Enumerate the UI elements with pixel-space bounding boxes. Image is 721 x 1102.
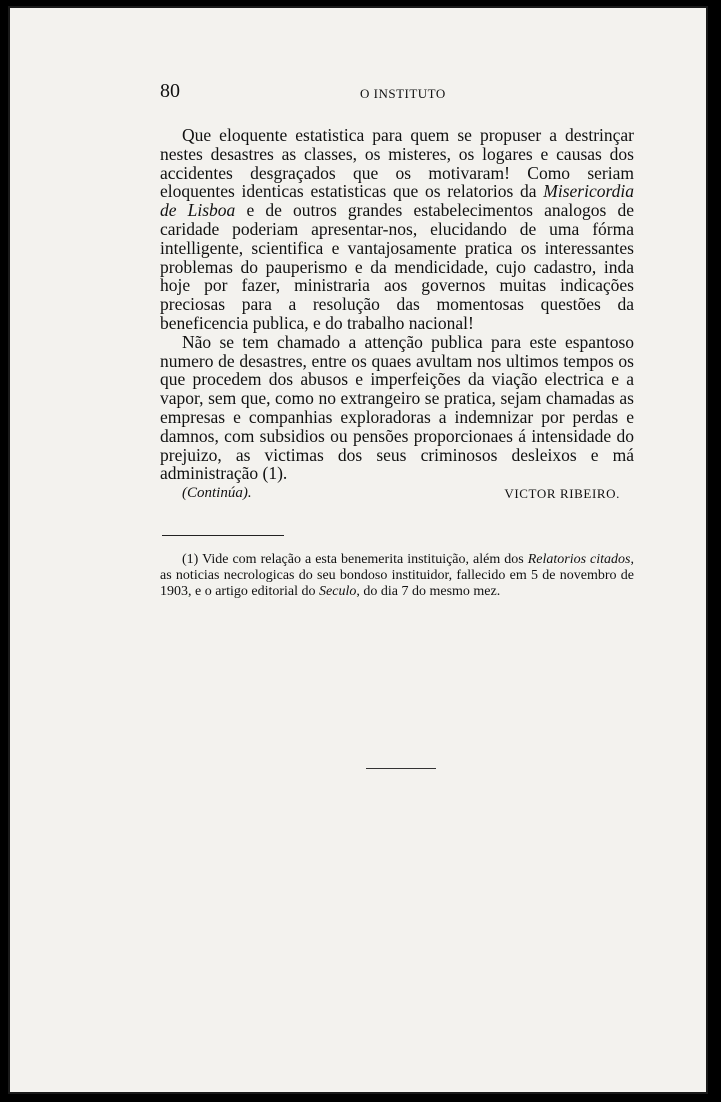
footnote-part-1: (1) Vide com relação a esta benemerita instituição, além dos <box>182 552 528 568</box>
footnote-text <box>160 552 634 600</box>
signature-line <box>160 485 634 505</box>
paragraph-1-italic: Misericordia de Lisboa <box>160 181 634 221</box>
author-name: VICTOR RIBEIRO. <box>504 486 620 502</box>
paragraph-1-part-1: Que eloquente estatistica para quem se propuser a destrinçar nestes desastres as classes, os misteres, os logares e causas dos accidentes desgraçados que os motivaram! Como seriam eloquentes identicas estatisticas que os relatorios da <box>160 125 634 202</box>
text-block <box>160 78 634 600</box>
running-head: O INSTITUTO <box>360 86 446 101</box>
end-divider <box>366 768 436 769</box>
footnote-part-2: , as noticias necrologicas do seu bondoso instituidor, fallecido em 5 de novembro de 1903, e o artigo editorial do <box>160 552 634 600</box>
footnote <box>160 552 634 600</box>
page-number: 80 <box>160 80 180 102</box>
footnote-italic-1: Relatorios citados <box>527 552 631 568</box>
paragraph-1 <box>160 126 634 333</box>
book-page <box>8 6 708 1094</box>
paragraph-2: Não se tem chamado a attenção publica para este espantoso numero de desastres, entre os quaes avultam nos ultimos tempos os que procedem dos abusos e imperfeições da viação electrica e a vapor, sem que, como no extrangeiro se pratica, sejam chamadas as empresas e companhias exploradoras a indemnizar por perdas e damnos, com subsidios ou pensões proporcionaes á intensidade do prejuizo, as victimas dos seus criminosos desleixos e má administração (1). <box>160 331 634 484</box>
page-header <box>160 78 634 108</box>
continua-note: (Continúa). <box>182 485 252 502</box>
footnote-divider <box>162 535 284 536</box>
footnote-italic-2: Seculo <box>319 584 357 600</box>
body-text <box>160 126 634 483</box>
footnote-part-3: , do dia 7 do mesmo mez. <box>356 584 501 600</box>
paragraph-1-part-2: e de outros grandes estabelecimentos analogos de caridade poderiam apresentar-nos, elucidando de uma fórma intelligente, scientifica e vantajosamente pratica os interessantes problemas do pauperismo e da mendicidade, cujo cadastro, inda hoje por fazer, ministraria aos governos muitas indicações preciosas para a resolução das momentosas questões da beneficencia publica, e do trabalho nacional! <box>160 200 634 333</box>
